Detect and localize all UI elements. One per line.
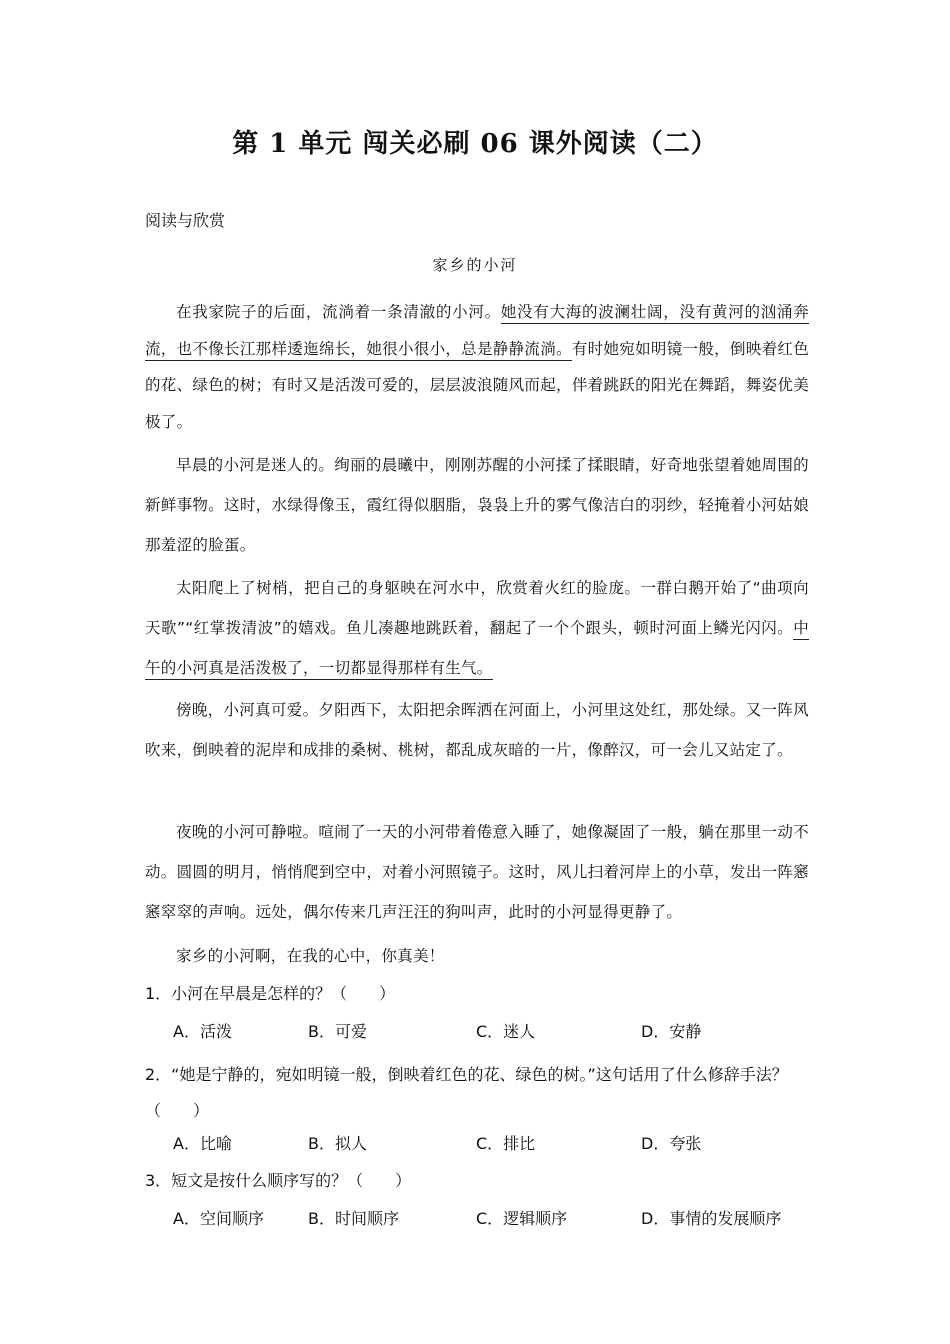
paragraph-1-opening: 在我家院子的后面，流淌着一条清澈的小河。 (176, 303, 501, 321)
passage-paragraph-1 (145, 294, 809, 440)
question-3-option-a: A．空间顺序 (173, 1209, 264, 1228)
question-3-option-d: D．事情的发展顺序 (641, 1209, 782, 1228)
question-1-option-d: D．安静 (641, 1022, 702, 1041)
question-1-option-c: C．迷人 (476, 1022, 536, 1041)
question-3-stem: 3．短文是按什么顺序写的？（ ） (145, 1171, 412, 1190)
paragraph-3-opening: 太阳爬上了树梢，把自己的身躯映在河水中，欣赏着火红的脸庞。一群白鹅开始了“曲项向天歌”“红掌拨清波”的嬉戏。鱼儿凑趣地跳跃着，翻起了一个个跟头，顿时河面上鳞光闪闪。 (145, 579, 809, 637)
question-2-option-d: D．夸张 (641, 1134, 702, 1153)
question-2-option-c: C．排比 (476, 1134, 536, 1153)
underlined-sentence: 她没有大海的波澜壮阔，没有黄河的汹涌奔流，也不像长江那样逶迤绵长，她很小很小，总是静静流淌。 (145, 303, 809, 361)
question-2-stem: 2．“她是宁静的，宛如明镜一般，倒映着红色的花、绿色的树。”这句话用了什么修辞手法？（ ） (145, 1065, 788, 1120)
section-label: 阅读与欣赏 (145, 211, 226, 230)
passage-title: 家乡的小河 (432, 256, 518, 274)
page-title: 第 1 单元 闯关必刷 06 课外阅读（二） (232, 129, 718, 159)
question-2-options (173, 1131, 823, 1155)
question-2-option-b: B．拟人 (308, 1134, 367, 1153)
question-1-options (173, 1019, 823, 1043)
question-3-option-c: C．逻辑顺序 (476, 1209, 568, 1228)
question-3-option-b: B．时间顺序 (308, 1209, 399, 1228)
question-2-option-a: A．比喻 (173, 1134, 232, 1153)
passage-paragraph-3 (145, 568, 809, 688)
question-3-options (173, 1206, 823, 1230)
underlined-sentence: 中午的小河真是活泼极了，一切都显得那样有生气。 (145, 619, 809, 680)
question-1-option-b: B．可爱 (308, 1022, 367, 1041)
passage-paragraph-4: 傍晚，小河真可爱。夕阳西下，太阳把余晖洒在河面上，小河里这处红，那处绿。又一阵风吹来，倒映着的泥岸和成排的桑树、桃树，都乱成灰暗的一片，像醉汉，可一会儿又站定了。 (145, 701, 809, 759)
question-1-stem: 1．小河在早晨是怎样的？（ ） (145, 984, 396, 1003)
passage-paragraph-6: 家乡的小河啊，在我的心中，你真美！ (176, 947, 445, 965)
passage-paragraph-5: 夜晚的小河可静啦。喧闹了一天的小河带着倦意入睡了，她像凝固了一般，躺在那里一动不动。圆圆的明月，悄悄爬到空中，对着小河照镜子。这时，风儿扫着河岸上的小草，发出一阵窸窸窣窣的声响。远处，偶尔传来几声汪汪的狗叫声，此时的小河显得更静了。 (145, 823, 809, 921)
passage-paragraph-2: 早晨的小河是迷人的。绚丽的晨曦中，刚刚苏醒的小河揉了揉眼睛，好奇地张望着她周围的新鲜事物。这时，水绿得像玉，霞红得似胭脂，袅袅上升的雾气像洁白的羽纱，轻掩着小河姑娘那羞涩的脸蛋。 (145, 456, 809, 554)
question-1-option-a: A．活泼 (173, 1022, 232, 1041)
paragraph-1-rest: 有时她宛如明镜一般，倒映着红色的花、绿色的树；有时又是活泼可爱的，层层波浪随风而起，伴着跳跃的阳光在舞蹈，舞姿优美极了。 (145, 339, 809, 431)
